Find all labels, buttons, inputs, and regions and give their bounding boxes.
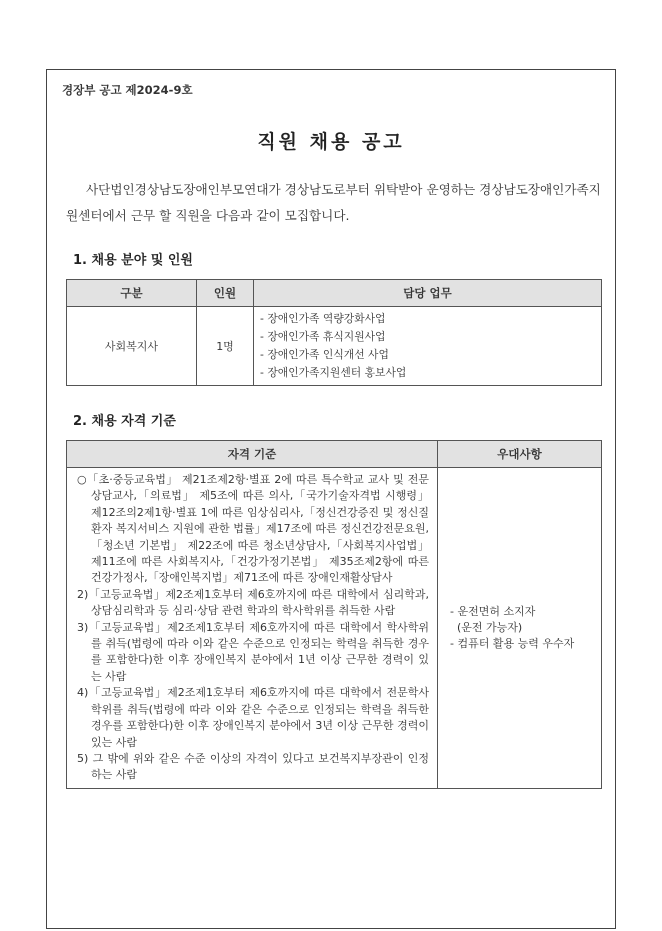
qualification-item: 2)「고등교육법」제2조제1호부터 제6호까지에 따른 대학에서 심리학과, 상담심리학과 등 심리·상담 관련 학과의 학사학위를 취득한 사람 <box>77 587 429 618</box>
header-category: 구분 <box>67 280 197 307</box>
preference-item: - 운전면허 소지자 <box>450 604 536 618</box>
preference-item: (운전 가능자) <box>450 620 523 634</box>
table-header-row <box>67 441 602 468</box>
header-preferences: 우대사항 <box>438 441 602 468</box>
preference-item: - 컴퓨터 활용 능력 우수자 <box>450 636 575 650</box>
header-qualifications: 자격 기준 <box>67 441 438 468</box>
header-duties: 담당 업무 <box>254 280 602 307</box>
header-count: 인원 <box>197 280 254 307</box>
count-cell: 1명 <box>197 307 254 386</box>
category-cell: 사회복지사 <box>67 307 197 386</box>
qualification-item: 5) 그 밖에 위와 같은 수준 이상의 자격이 있다고 보건복지부장관이 인정하는 사람 <box>77 751 429 782</box>
positions-table <box>66 279 602 386</box>
page-title: 직원 채용 공고 <box>257 131 405 153</box>
preferences-cell <box>438 468 602 789</box>
qualification-item: 4)「고등교육법」제2조제1호부터 제6호까지에 따른 대학에서 전문학사학위를 취득(법령에 따라 이와 같은 수준으로 인정되는 학력을 취득한 경우를 포함한다)한 이후 장애인복지 분야에서 3년 이상 근무한 경력이 있는 사람 <box>77 686 429 749</box>
qualification-item: 3)「고등교육법」제2조제1호부터 제6호까지에 따른 대학에서 학사학위를 취득(법령에 따라 이와 같은 수준으로 인정되는 학력을 취득한 경우를 포함한다)한 이후 장애인복지 분야에서 1년 이상 근무한 경력이 있는 사람 <box>77 620 429 683</box>
section2-heading: 2. 채용 자격 기준 <box>73 414 176 429</box>
section1-heading: 1. 채용 분야 및 인원 <box>73 253 193 268</box>
list-item: - 장애인가족 역량강화사업 <box>260 310 601 328</box>
qualifications-cell <box>67 468 438 789</box>
duties-cell <box>254 307 602 386</box>
list-item: - 장애인가족지원센터 홍보사업 <box>260 364 601 382</box>
table-row <box>67 307 602 386</box>
qualification-item: ○「초·중등교육법」 제21조제2항·별표 2에 따른 특수학교 교사 및 전문상담교사,「의료법」 제5조에 따른 의사,「국가기술자격법 시행령」 제12조의2제1항·별표 1에 따른 임상심리사,「정신건강증진 및 정신질환자 복지서비스 지원에 관한 법률」제17조에 따른 정신건강전문요원,「청소년 기본법」 제22조에 따른 청소년상담사,「사회복지사업법」 제11조에 따른 사회복지사,「건강가정기본법」 제35조제2항에 따른 건강가정사,「장애인복지법」제71조에 따른 장애인재활상담사 <box>77 473 429 585</box>
table-row <box>67 468 602 789</box>
intro-paragraph: 사단법인경상남도장애인부모연대가 경상남도로부터 위탁받아 운영하는 경상남도장애인가족지원센터에서 근무 할 직원을 다음과 같이 모집합니다. <box>66 182 601 223</box>
notice-number: 경장부 공고 제2024-9호 <box>62 83 193 97</box>
list-item: - 장애인가족 휴식지원사업 <box>260 328 601 346</box>
table-header-row <box>67 280 602 307</box>
qualifications-table <box>66 440 602 789</box>
list-item: - 장애인가족 인식개선 사업 <box>260 346 601 364</box>
duty-list <box>254 307 601 385</box>
